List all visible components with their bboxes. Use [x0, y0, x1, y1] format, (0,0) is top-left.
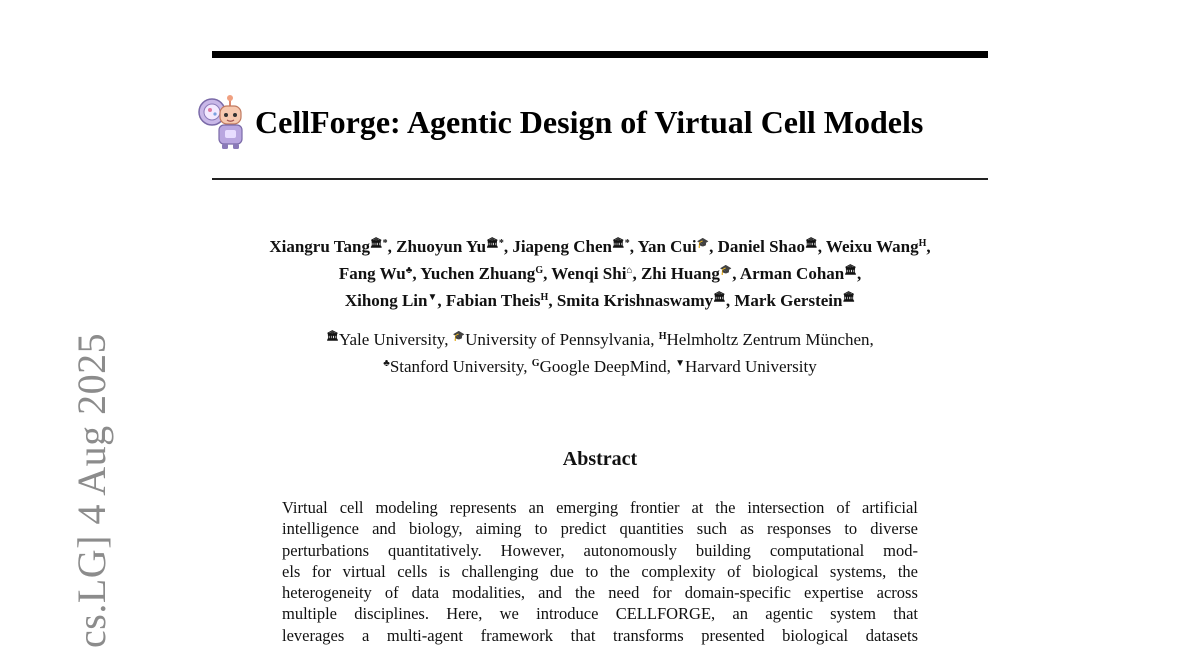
- author-name: Weixu Wang: [825, 237, 919, 256]
- author-name: Yan Cui: [637, 237, 697, 256]
- abstract-word: cell: [339, 498, 364, 517]
- author-name: Fang Wu: [338, 264, 406, 283]
- abstract-word: Here,: [446, 604, 483, 624]
- abstract-word: to: [585, 561, 599, 581]
- abstract-word: of: [836, 498, 851, 517]
- affiliation-mark: ♣: [383, 358, 390, 369]
- affiliation-mark: ▼: [427, 292, 438, 303]
- abstract-word: datasets: [865, 625, 918, 645]
- abstract-word: quantitatively.: [387, 540, 482, 560]
- author-list: [212, 232, 988, 313]
- author-name: Xihong Lin: [344, 291, 428, 310]
- affiliation-mark: G: [531, 358, 540, 369]
- affiliation-name: Yale University: [338, 330, 445, 349]
- abstract-word: an: [528, 498, 545, 517]
- abstract-word: disciplines.: [354, 604, 429, 624]
- affiliation-mark: H: [658, 331, 667, 342]
- abstract-word: virtual: [342, 561, 386, 581]
- affiliation-mark: 🏛*: [369, 238, 388, 249]
- robot-mascot-icon: [195, 94, 251, 150]
- abstract-line: [282, 603, 918, 624]
- author-name: Jiapeng Chen: [512, 237, 612, 256]
- abstract-word: an: [732, 604, 748, 624]
- abstract-word: challenging: [461, 561, 539, 581]
- abstract-word: systems,: [829, 561, 887, 581]
- abstract-word: the: [715, 498, 736, 517]
- author-name: Arman Cohan: [739, 264, 845, 283]
- abstract-word: diverse: [870, 519, 918, 539]
- abstract-word: emerging: [556, 498, 619, 517]
- abstract-word: multi-agent: [386, 625, 463, 645]
- abstract-word: multiple: [282, 604, 337, 624]
- abstract-word: complexity: [641, 561, 716, 581]
- affiliation-mark: 🏛: [713, 292, 726, 303]
- author-name: Zhuoyun Yu: [396, 237, 487, 256]
- abstract-word: quantities: [619, 519, 684, 539]
- author-line-3: Xihong Lin▼, Fabian Theis$^H$, Smita Krishnaswamy🏛, Mark Gerstein🏛: [344, 291, 856, 310]
- affiliation-mark: ▼: [675, 358, 685, 369]
- abstract-word: a: [361, 625, 370, 645]
- abstract-word: expertise: [804, 583, 864, 603]
- author-name: Yuchen Zhuang: [420, 264, 536, 283]
- abstract-body: [282, 497, 918, 646]
- abstract-word: els: [282, 561, 301, 581]
- affiliation-mark: H: [540, 292, 549, 303]
- abstract-word: cells: [397, 561, 428, 581]
- abstract-line: [282, 540, 918, 561]
- abstract-word: that: [570, 625, 596, 645]
- abstract-word: data: [411, 583, 440, 603]
- paper-title: CellForge: Agentic Design of Virtual Cell Models: [255, 103, 924, 140]
- abstract-word: to: [844, 519, 858, 539]
- affiliation-name: Stanford University: [389, 357, 524, 376]
- abstract-word: artificial: [862, 498, 918, 517]
- abstract-word: of: [384, 583, 399, 603]
- abstract-word: biological: [752, 561, 819, 581]
- affiliation-mark: ⌂: [626, 265, 633, 276]
- abstract-heading: Abstract: [562, 448, 638, 470]
- abstract-word: intelligence: [282, 519, 359, 539]
- abstract-word: we: [499, 604, 519, 624]
- abstract-word: mod-: [883, 540, 918, 560]
- abstract-word: predict: [560, 519, 607, 539]
- affiliation-mark: G: [535, 265, 544, 276]
- abstract-word: modeling: [375, 498, 438, 517]
- author-name: Mark Gerstein: [734, 291, 843, 310]
- title-top-rule: [212, 51, 988, 58]
- affiliation-mark: 🏛*: [612, 238, 630, 249]
- abstract-word: is: [438, 561, 450, 581]
- abstract-word: the: [574, 583, 596, 603]
- author-name: Daniel Shao: [717, 237, 805, 256]
- author-name: Zhi Huang: [640, 264, 720, 283]
- abstract-word: at: [691, 498, 704, 517]
- abstract-line: [282, 625, 918, 646]
- abstract-word: leverages: [282, 625, 345, 645]
- abstract-word: as: [740, 519, 754, 539]
- affiliation-name: Google DeepMind: [539, 357, 667, 376]
- title-row: [195, 92, 995, 152]
- abstract-word: of: [727, 561, 741, 581]
- abstract-word: such: [696, 519, 728, 539]
- abstract-word: across: [876, 583, 918, 603]
- affiliation-mark: 🎓: [696, 238, 710, 249]
- author-name: Smita Krishnaswamy: [556, 291, 714, 310]
- author-line-2: Fang Wu♣, Yuchen Zhuang$^G$, Wenqi Shi⌂, Zhi Huang🎓, Arman Cohan🏛,: [338, 264, 862, 283]
- affiliation-mark: 🏛: [326, 331, 339, 342]
- affiliation-name: Helmholtz Zentrum München: [666, 330, 870, 349]
- abstract-word: CELLFORGE,: [615, 604, 716, 624]
- abstract-word: for: [311, 561, 332, 581]
- abstract-word: due: [550, 561, 574, 581]
- abstract-word: transforms: [613, 625, 684, 645]
- affiliation-mark: 🏛: [844, 265, 857, 276]
- affiliation-list: [212, 325, 988, 379]
- abstract-word: autonomously: [583, 540, 677, 560]
- abstract-word: that: [893, 604, 918, 624]
- affiliation-name: University of Pennsylvania: [465, 330, 651, 349]
- abstract-word: introduce: [536, 604, 599, 624]
- affiliation-line-1: 🏛Yale University, 🎓University of Pennsylvania, $^H$Helmholtz Zentrum München,: [326, 330, 874, 349]
- abstract-word: heterogeneity: [282, 583, 372, 603]
- arxiv-side-stamp: [20, 330, 114, 648]
- affiliation-line-2: ♣Stanford University, $^G$Google DeepMind, ▼Harvard University: [383, 357, 817, 376]
- abstract-word: presented: [701, 625, 765, 645]
- abstract-word: aiming: [475, 519, 522, 539]
- abstract-word: biological: [782, 625, 849, 645]
- abstract-word: and: [538, 583, 562, 603]
- affiliation-name: Harvard University: [685, 357, 817, 376]
- affiliation-mark: 🏛: [804, 238, 818, 249]
- abstract-word: for: [652, 583, 672, 603]
- abstract-word: biology,: [409, 519, 463, 539]
- abstract-word: framework: [480, 625, 554, 645]
- abstract-word: to: [534, 519, 548, 539]
- abstract-word: frontier: [630, 498, 680, 517]
- abstract-word: agentic: [765, 604, 813, 624]
- abstract-word: However,: [500, 540, 565, 560]
- abstract-line: [282, 582, 918, 603]
- author-name: Xiangru Tang: [269, 237, 370, 256]
- affiliation-mark: 🏛: [842, 292, 856, 303]
- author-name: Wenqi Shi: [551, 264, 627, 283]
- affiliation-mark: 🎓: [452, 331, 466, 342]
- affiliation-mark: ♣: [405, 265, 413, 276]
- abstract-word: responses: [767, 519, 832, 539]
- affiliation-mark: 🎓: [719, 265, 733, 276]
- abstract-word: system: [830, 604, 876, 624]
- abstract-line: [282, 561, 918, 582]
- abstract-word: the: [609, 561, 630, 581]
- abstract-word: need: [608, 583, 640, 603]
- abstract-line: [282, 518, 918, 539]
- abstract-word: modalities,: [452, 583, 526, 603]
- abstract-line: [282, 497, 918, 518]
- author-line-1: Xiangru Tang🏛*, Zhuoyun Yu🏛*, Jiapeng Chen🏛*, Yan Cui🎓, Daniel Shao🏛, Weixu Wang$^H$,: [269, 237, 931, 256]
- abstract-word: building: [695, 540, 751, 560]
- abstract-word: perturbations: [282, 540, 370, 560]
- affiliation-mark: H: [918, 238, 927, 249]
- abstract-word: computational: [769, 540, 865, 560]
- arxiv-stamp-text: cs.LG] 4 Aug 2025: [69, 332, 114, 648]
- abstract-word: Virtual: [282, 498, 328, 517]
- abstract-word: domain-specific: [684, 583, 791, 603]
- affiliation-mark: 🏛*: [486, 238, 504, 249]
- abstract-word: and: [372, 519, 396, 539]
- abstract-word: intersection: [747, 498, 825, 517]
- author-name: Fabian Theis: [445, 291, 541, 310]
- title-bottom-rule: [212, 178, 988, 180]
- abstract-word: the: [897, 561, 918, 581]
- abstract-word: represents: [449, 498, 517, 517]
